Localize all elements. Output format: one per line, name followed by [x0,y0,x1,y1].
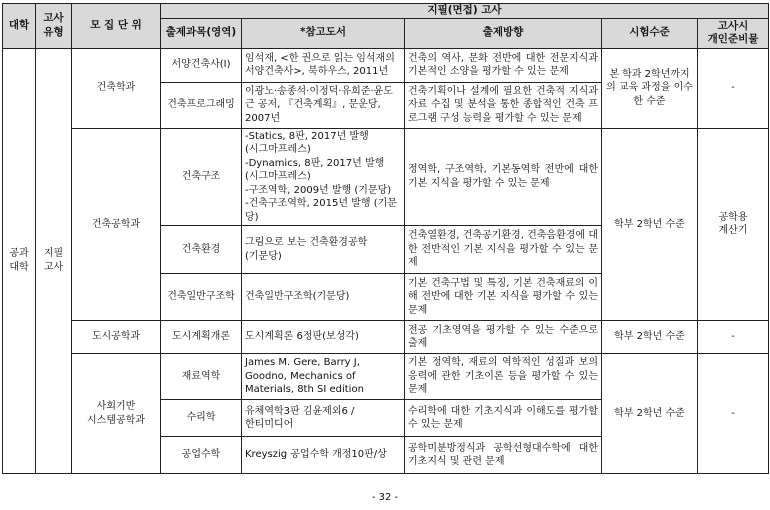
supplies-arch-eng: 공학용 계산기 [698,128,769,321]
subject-cell: 수리학 [161,400,242,437]
level-civil: 학부 2학년 수준 [602,354,698,474]
dept-architecture: 건축학과 [72,48,161,128]
table-row [3,128,769,226]
subject-cell: 도시계획개론 [161,321,242,354]
level-architecture: 본 학과 2학년까지의 교육 과정을 이수한 수준 [602,48,698,128]
dept-civil: 사회기반 시스템공학과 [72,354,161,474]
direction-cell: 공학미분방정식과 공학선형대수학에 대한 기초지식 및 관련 문제 [405,437,602,474]
supplies-architecture: - [698,48,769,128]
level-urban: 학부 2학년 수준 [602,321,698,354]
reference-cell: Kreyszig 공업수학 개정10판/상 [242,437,405,474]
exam-info-table [2,3,769,474]
reference-cell: 그림으로 보는 건축환경공학 (기문당) [242,226,405,274]
header-college: 대학 [3,4,36,49]
level-arch-eng: 학부 2학년 수준 [602,128,698,321]
subject-cell: 건축프로그래밍 [161,82,242,128]
dept-urban: 도시공학과 [72,321,161,354]
direction-cell: 수리학에 대한 기초지식과 이해도를 평가할 수 있는 문제 [405,400,602,437]
header-exam-type: 고사 유형 [36,4,72,49]
header-unit: 모 집 단 위 [72,4,161,49]
subject-cell: 건축일반구조학 [161,274,242,321]
direction-cell: 전공 기초영역을 평가할 수 있는 수준으로 출제 [405,321,602,354]
reference-cell: 유체역학3판 김윤제외6 / 한티미디어 [242,400,405,437]
header-supplies: 고사시 개인준비물 [698,18,769,48]
subject-cell: 공업수학 [161,437,242,474]
college-cell: 공과 대학 [3,48,36,474]
reference-cell: 건축일반구조학(기문당) [242,274,405,321]
reference-cell: James M. Gere, Barry J, Goodno, Mechanics of Materials, 8th SI edition [242,354,405,400]
direction-cell: 건축열환경, 건축공기환경, 건축음환경에 대한 전반적인 기본 지식을 평가할 수 있는 문제 [405,226,602,274]
page-number: - 32 - [371,492,399,503]
dept-arch-eng: 건축공학과 [72,128,161,321]
header-direction: 출제방향 [405,18,602,48]
table-row [3,321,769,354]
exam-table-container [2,3,768,474]
reference-cell: 도시계획론 6정판(보성각) [242,321,405,354]
header-group: 지필(면접) 고사 [161,4,769,19]
subject-cell: 건축환경 [161,226,242,274]
reference-cell: -Statics, 8판, 2017년 발행 (시그마프레스) -Dynamics, 8판, 2017년 발행 (시그마프레스) -구조역학, 2009년 발행 (기문당) -건축구조역학, 2015년 발행 (기문당) [242,128,405,226]
direction-cell: 기본 건축구법 및 특징, 기본 건축재료의 이해 전반에 대한 기본 지식을 평가할 수 있는 문제 [405,274,602,321]
table-row [3,48,769,82]
reference-cell: 이광노·송종석·이정덕·유희준·윤도근 공저, 『건축계획』, 문운당, 2007년 [242,82,405,128]
header-level: 시험수준 [602,18,698,48]
subject-cell: 건축구조 [161,128,242,226]
header-row-1 [3,4,769,19]
direction-cell: 정역학, 구조역학, 기본동역학 전반에 대한 기본 지식을 평가할 수 있는 문제 [405,128,602,226]
table-row [3,354,769,400]
direction-cell: 건축의 역사, 문화 전반에 대한 전문지식과 기본적인 소양을 평가할 수 있는 문제 [405,48,602,82]
reference-cell: 임석재, <한 권으로 읽는 임석재의 서양건축사>, 북하우스, 2011년 [242,48,405,82]
direction-cell: 기본 정역학, 재료의 역학적인 성질과 보의 응력에 관한 기초이론 등을 평가할 수 있는 문제 [405,354,602,400]
supplies-civil: - [698,354,769,474]
header-reference: *참고도서 [242,18,405,48]
subject-cell: 서양건축사(I) [161,48,242,82]
exam-type-cell: 지필 고사 [36,48,72,474]
direction-cell: 건축기획이나 설계에 필요한 건축적 지식과 자료 수집 및 분석을 통한 종합적인 건축 프로그램 구성 능력을 평가할 수 있는 문제 [405,82,602,128]
header-subject: 출제과목(영역) [161,18,242,48]
subject-cell: 재료역학 [161,354,242,400]
supplies-urban: - [698,321,769,354]
